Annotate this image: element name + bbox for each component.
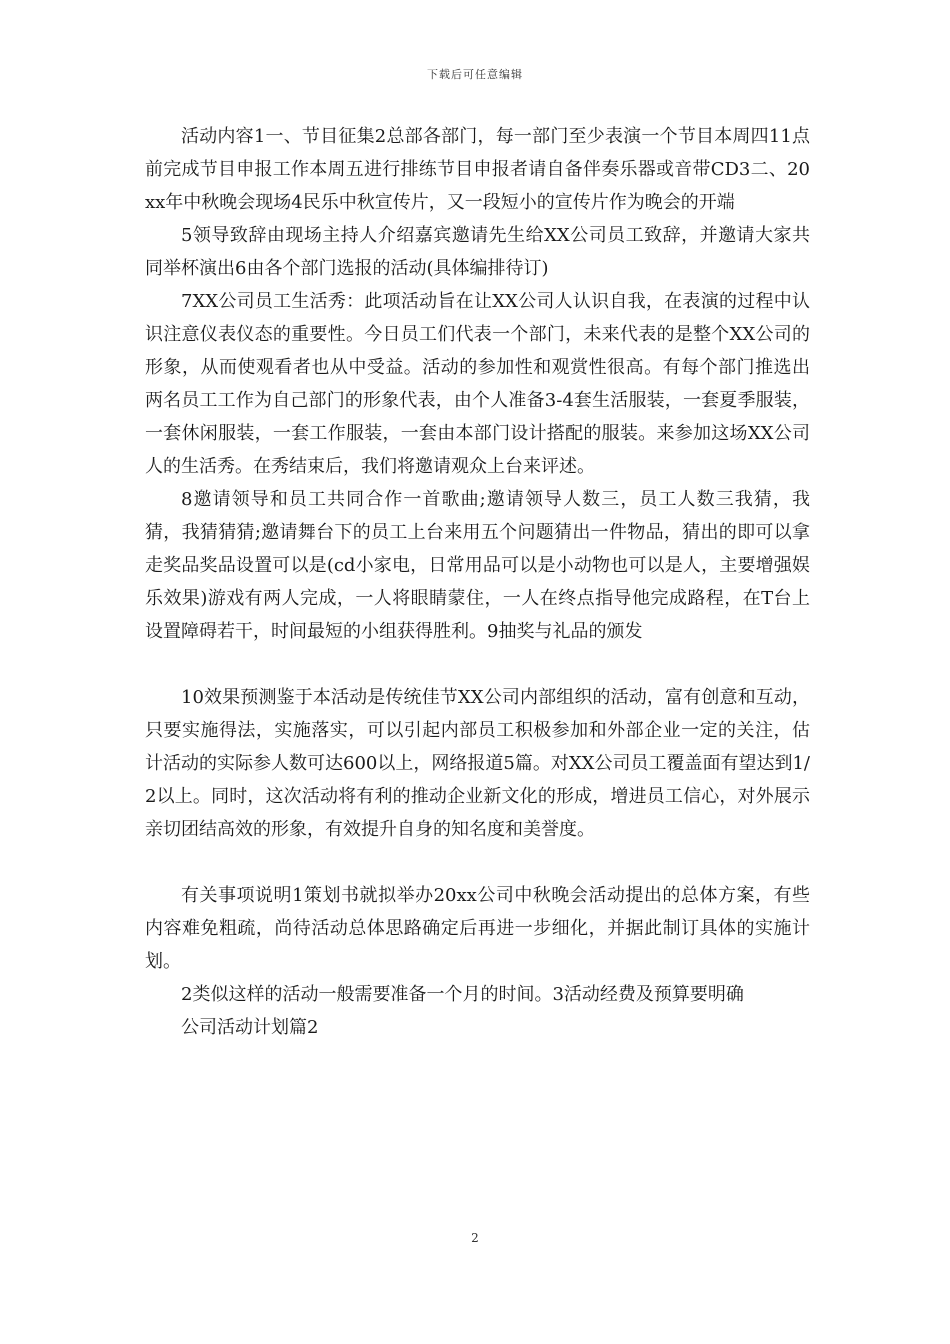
paragraph-gap <box>145 648 810 681</box>
paragraph-song-game: 8邀请领导和员工共同合作一首歌曲;邀请领导人数三，员工人数三我猜，我猜，我猜猜猜;邀请舞台下的员工上台来用五个问题猜出一件物品，猜出的即可以拿走奖品奖品设置可以是(cd小家电，日常用品可以是小动物也可以是人，主要增强娱乐效果)游戏有两人完成，一人将眼睛蒙住，一人在终点指导他完成路程，在T台上设置障碍若干，时间最短的小组获得胜利。9抽奖与礼品的颁发 <box>145 489 810 642</box>
paragraph-life-show: 7XX公司员工生活秀：此项活动旨在让XX公司人认识自我，在表演的过程中认识注意仪表仪态的重要性。今日员工们代表一个部门，未来代表的是整个XX公司的形象，从而使观看者也从中受益。活动的参加性和观赏性很高。有每个部门推选出两名员工工作为自己部门的形象代表，由个人准备3-4套生活服装，一套夏季服装，一套休闲服装，一套工作服装，一套由本部门设计搭配的服装。来参加这场XX公司人的生活秀。在秀结束后，我们将邀请观众上台来评述。 <box>145 291 810 477</box>
page-number: 2 <box>471 1231 479 1245</box>
paragraph-preparation: 2类似这样的活动一般需要准备一个月的时间。3活动经费及预算要明确 <box>181 984 744 1005</box>
paragraph-gap <box>145 846 810 879</box>
paragraph-activity-content: 活动内容1一、节目征集2总部各部门，每一部门至少表演一个节目本周四11点前完成节目申报工作本周五进行排练节目申报者请自备伴奏乐器或音带CD3二、20xx年中秋晚会现场4民乐中秋宣传片，又一段短小的宣传片作为晚会的开端 <box>145 126 810 213</box>
document-body <box>145 120 810 1044</box>
page-header: 下载后可任意编辑 <box>427 68 523 81</box>
paragraph-section-title: 公司活动计划篇2 <box>181 1017 319 1038</box>
paragraph-leader-speech: 5领导致辞由现场主持人介绍嘉宾邀请先生给XX公司员工致辞，并邀请大家共同举杯演出6由各个部门选报的活动(具体编排待订) <box>145 225 810 279</box>
paragraph-effect-forecast: 10效果预测鉴于本活动是传统佳节XX公司内部组织的活动，富有创意和互动，只要实施得法，实施落实，可以引起内部员工积极参加和外部企业一定的关注，估计活动的实际参人数可达600以上，网络报道5篇。对XX公司员工覆盖面有望达到1/2以上。同时，这次活动将有利的推动企业新文化的形成，增进员工信心，对外展示亲切团结高效的形象，有效提升自身的知名度和美誉度。 <box>145 687 810 840</box>
paragraph-notes: 有关事项说明1策划书就拟举办20xx公司中秋晚会活动提出的总体方案，有些内容难免粗疏，尚待活动总体思路确定后再进一步细化，并据此制订具体的实施计划。 <box>145 885 810 972</box>
